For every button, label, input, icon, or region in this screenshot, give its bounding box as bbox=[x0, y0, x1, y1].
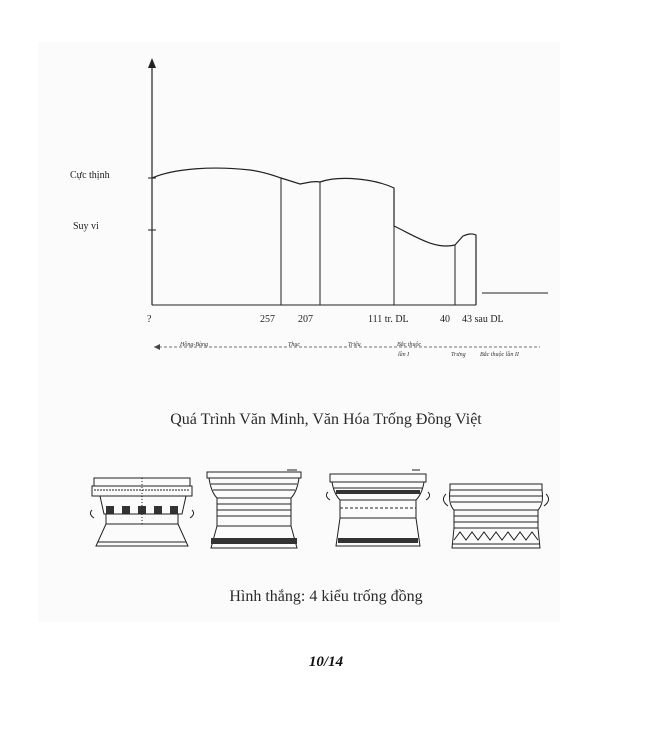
x-label-111: 111 tr. DL bbox=[368, 314, 409, 325]
period-trung: Trưng bbox=[451, 352, 466, 358]
period-bac-thuoc-2: Bắc thuộc lần II bbox=[480, 352, 519, 358]
period-arrow-left bbox=[154, 344, 160, 350]
page-number: 10/14 bbox=[308, 654, 344, 670]
civilization-curve bbox=[152, 168, 476, 305]
period-thuc: Thục bbox=[288, 342, 300, 348]
chart-caption: Quá Trình Văn Minh, Văn Hóa Trống Đồng Việt bbox=[170, 411, 482, 428]
y-label-decline: Suy vi bbox=[73, 221, 99, 232]
x-label-257: 257 bbox=[260, 314, 275, 325]
drums-caption: Hình thắng: 4 kiểu trống đồng bbox=[229, 588, 423, 605]
drum-type-1-illustration bbox=[88, 470, 198, 554]
drum-type-4-illustration bbox=[442, 480, 550, 552]
y-axis-arrow bbox=[148, 58, 156, 68]
drum-type-2-illustration bbox=[205, 468, 303, 554]
x-label-207: 207 bbox=[298, 314, 313, 325]
period-trieu: Triệu bbox=[348, 342, 361, 348]
y-label-peak: Cực thịnh bbox=[70, 170, 110, 181]
x-label-43: 43 sau DL bbox=[462, 314, 504, 325]
drum-type-3-illustration bbox=[326, 468, 430, 552]
period-hong-bang: Hồng-Bàng bbox=[180, 342, 208, 348]
x-label-unknown: ? bbox=[147, 314, 152, 325]
x-label-40: 40 bbox=[440, 314, 450, 325]
period-lan-1: lần I bbox=[398, 352, 410, 358]
period-bac-thuoc-1: Bắc thuộc bbox=[397, 342, 422, 348]
